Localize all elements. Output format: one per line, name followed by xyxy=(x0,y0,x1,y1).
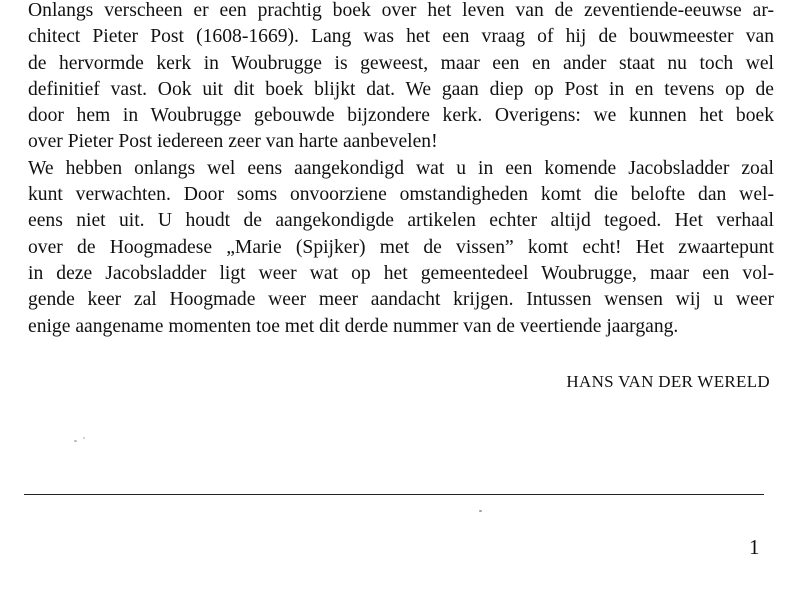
scan-speck xyxy=(74,440,77,442)
article-line-10: over de Hoogmadese „Marie (Spijker) met de vissen” komt echt! Het zwaartepunt xyxy=(28,236,774,258)
article-line-13: enige aangename momenten toe met dit derde nummer van de veertiende jaargang. xyxy=(28,315,679,337)
article-line-5: door hem in Woubrugge gebouwde bijzondere kerk. Overigens: we kunnen het boek xyxy=(28,105,774,127)
article-line-12: gende keer zal Hoogmade weer meer aandacht krijgen. Intussen wensen wij u weer xyxy=(28,289,774,311)
scan-speck xyxy=(479,510,482,512)
scan-speck xyxy=(83,437,85,439)
article-body xyxy=(28,0,774,340)
article-line-8: kunt verwachten. Door soms onvoorziene omstandigheden komt die belofte dan wel- xyxy=(28,184,774,206)
article-line-4: definitief vast. Ook uit dit boek blijkt dat. We gaan diep op Post in en tevens op de xyxy=(28,78,774,100)
author-signature: HANS VAN DER WERELD xyxy=(566,372,770,391)
page-number: 1 xyxy=(749,535,760,559)
article-line-2: chitect Pieter Post (1608-1669). Lang was het een vraag of hij de bouwmeester van xyxy=(28,26,774,48)
article-line-7: We hebben onlangs wel eens aangekondigd wat u in een komende Jacobsladder zoal xyxy=(28,157,774,179)
article-line-6: over Pieter Post iedereen zeer van harte aanbevelen! xyxy=(28,131,438,153)
article-line-9: eens niet uit. U houdt de aangekondigde artikelen echter altijd tegoed. Het verhaal xyxy=(28,210,774,232)
article-line-11: in deze Jacobsladder ligt weer wat op het gemeentedeel Woubrugge, maar een vol- xyxy=(28,262,774,284)
footer-divider xyxy=(24,494,764,495)
article-line-3: de hervormde kerk in Woubrugge is geweest, maar een en ander staat nu toch wel xyxy=(28,52,774,74)
article-line-1: Onlangs verscheen er een prachtig boek over het leven van de zeventiende-eeuwse ar- xyxy=(28,0,774,21)
